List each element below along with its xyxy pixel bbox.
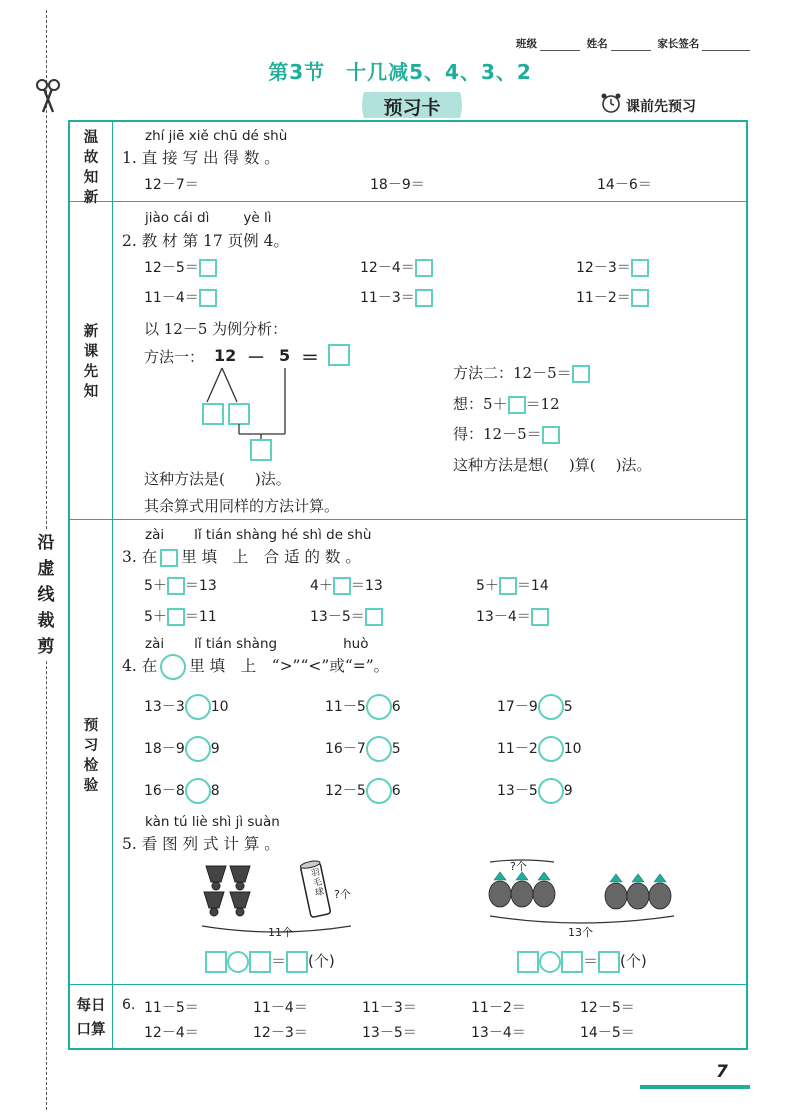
q6-item: 13－4＝ <box>471 1025 526 1041</box>
answer-box[interactable] <box>167 608 185 626</box>
answer-box[interactable] <box>333 577 351 595</box>
label-column-divider <box>112 120 113 1050</box>
answer-box[interactable] <box>199 289 217 307</box>
q4-item: 11－2 10 <box>497 736 582 762</box>
answer-box[interactable] <box>572 365 590 383</box>
q4-item: 13－5 9 <box>497 778 573 804</box>
operator-circle[interactable] <box>227 951 249 973</box>
q6-item: 12－4＝ <box>144 1025 199 1041</box>
q6-num: 6. <box>122 997 136 1013</box>
answer-box[interactable] <box>531 608 549 626</box>
answer-box[interactable] <box>542 426 560 444</box>
preview-card-title: 预习卡 <box>383 97 441 119</box>
q3-title: 3. 在 里 填 上 合 适 的 数 。 <box>122 548 361 566</box>
q6-item: 12－3＝ <box>253 1025 308 1041</box>
q5-title: 5. 看 图 列 式 计 算 。 <box>122 835 280 853</box>
method1-b: 5 <box>279 346 291 365</box>
compare-circle[interactable] <box>185 778 211 804</box>
compare-circle[interactable] <box>538 694 564 720</box>
answer-box[interactable] <box>286 951 308 973</box>
get-line: 得：12－5＝ <box>453 423 560 444</box>
answer-box[interactable] <box>517 951 539 973</box>
answer-box[interactable] <box>199 259 217 277</box>
q1-item: 18－9＝ <box>370 177 425 193</box>
compare-circle[interactable] <box>366 736 392 762</box>
q6-item: 11－4＝ <box>253 1000 308 1016</box>
page-number: 7 <box>716 1062 728 1082</box>
q4-item: 11－5 6 <box>325 694 401 720</box>
answer-box[interactable] <box>561 951 583 973</box>
q2-title: 2. 教 材 第 17 页例 4。 <box>122 232 289 250</box>
box-symbol <box>160 549 178 567</box>
rest-note: 其余算式用同样的方法计算。 <box>144 497 340 515</box>
answer-box[interactable] <box>249 951 271 973</box>
student-info: 班级 姓名 家长签名 <box>516 36 753 51</box>
q6-item: 13－5＝ <box>362 1025 417 1041</box>
answer-box[interactable] <box>508 396 526 414</box>
q4-item: 17－9 5 <box>497 694 573 720</box>
q2-item: 11－3＝ <box>360 287 433 307</box>
right-question: ?个 <box>510 860 527 873</box>
left-answer-template: ＝ (个) <box>205 950 335 973</box>
operator-circle[interactable] <box>539 951 561 973</box>
q4-title: 4. 在 里 填 上 “>”“<”或“=”。 <box>122 654 389 680</box>
q1-title: 1. 直 接 写 出 得 数 。 <box>122 149 280 167</box>
right-total: 13个 <box>568 926 593 939</box>
compare-circle[interactable] <box>185 736 211 762</box>
q5-pinyin: kàn tú liè shì jì suàn <box>145 814 280 830</box>
method1-minus: － <box>247 348 265 369</box>
row-divider <box>68 201 748 202</box>
q4-item: 13－3 10 <box>144 694 229 720</box>
method1-a: 12 <box>214 346 237 365</box>
decompose-diagram <box>195 364 305 464</box>
q4-item: 18－9 9 <box>144 736 220 762</box>
q4-item: 16－8 8 <box>144 778 220 804</box>
q2-item: 12－5＝ <box>144 257 217 277</box>
think-line: 想：5＋ ＝12 <box>453 395 560 413</box>
preview-label: 课前先预习 <box>626 99 696 115</box>
answer-box[interactable] <box>631 289 649 307</box>
q4-pinyin: zài lǐ tián shàng huò <box>145 636 369 652</box>
method1-answer-box[interactable] <box>328 344 350 366</box>
q2-analysis: 以 12－5 为例分析： <box>144 320 288 338</box>
section-new-label: 新 课 先 知 <box>83 324 99 400</box>
q4-item: 16－7 5 <box>325 736 401 762</box>
left-question: ?个 <box>334 888 351 901</box>
page-bar <box>640 1085 750 1089</box>
q2-item: 12－4＝ <box>360 257 433 277</box>
compare-circle[interactable] <box>366 694 392 720</box>
answer-box[interactable] <box>415 289 433 307</box>
row-divider <box>68 519 748 520</box>
answer-box[interactable] <box>167 577 185 595</box>
q6-item: 12－5＝ <box>580 1000 635 1016</box>
q2-pinyin: jiào cái dì yè lì <box>145 210 272 226</box>
side-cut-text: 沿 虚 线 裁 剪 <box>30 530 62 660</box>
tube-label: 羽毛球 <box>309 867 326 899</box>
q3-item: 13－4＝ <box>476 606 549 626</box>
q3-pinyin: zài lǐ tián shàng hé shì de shù <box>145 527 372 543</box>
q2-item: 12－3＝ <box>576 257 649 277</box>
method1-eq: ＝ <box>301 348 319 369</box>
answer-box[interactable] <box>598 951 620 973</box>
q4-item: 12－5 6 <box>325 778 401 804</box>
q6-item: 14－5＝ <box>580 1025 635 1041</box>
q3-item: 5＋ ＝13 <box>144 578 217 594</box>
alarm-clock-icon <box>600 92 622 118</box>
compare-circle[interactable] <box>366 778 392 804</box>
section-review-label: 温 故 知 新 <box>83 130 99 206</box>
compare-circle[interactable] <box>538 778 564 804</box>
answer-box[interactable] <box>415 259 433 277</box>
left-total: 11个 <box>268 926 293 939</box>
answer-box[interactable] <box>499 577 517 595</box>
answer-box[interactable] <box>205 951 227 973</box>
compare-circle[interactable] <box>185 694 211 720</box>
q1-item: 14－6＝ <box>597 177 652 193</box>
row-divider <box>68 984 748 985</box>
method1-summary: 这种方法是( )法。 <box>144 470 291 488</box>
q6-item: 11－3＝ <box>362 1000 417 1016</box>
q3-item: 5＋ ＝11 <box>144 609 217 625</box>
circle-symbol <box>160 654 186 680</box>
lesson-title: 第3节 十几减5、4、3、2 <box>268 60 532 84</box>
section-check-label: 预 习 检 验 <box>83 718 99 794</box>
right-answer-template: ＝ (个) <box>517 950 647 973</box>
method1-label: 方法一： <box>144 348 205 366</box>
q1-item: 12－7＝ <box>144 177 199 193</box>
method2-summary: 这种方法是想( )算( )法。 <box>453 456 652 474</box>
q3-item: 5＋ ＝14 <box>476 578 549 594</box>
section-daily-label: 每日 口算 <box>76 998 106 1038</box>
q2-item: 11－2＝ <box>576 287 649 307</box>
q2-item: 11－4＝ <box>144 287 217 307</box>
method2-line: 方法二：12－5＝ <box>453 362 590 383</box>
q1-pinyin: zhí jiē xiě chū dé shù <box>145 128 288 144</box>
answer-box[interactable] <box>365 608 383 626</box>
q6-item: 11－2＝ <box>471 1000 526 1016</box>
q3-item: 13－5＝ <box>310 606 383 626</box>
q3-item: 4＋ ＝13 <box>310 578 383 594</box>
answer-box[interactable] <box>631 259 649 277</box>
q6-item: 11－5＝ <box>144 1000 199 1016</box>
compare-circle[interactable] <box>538 736 564 762</box>
